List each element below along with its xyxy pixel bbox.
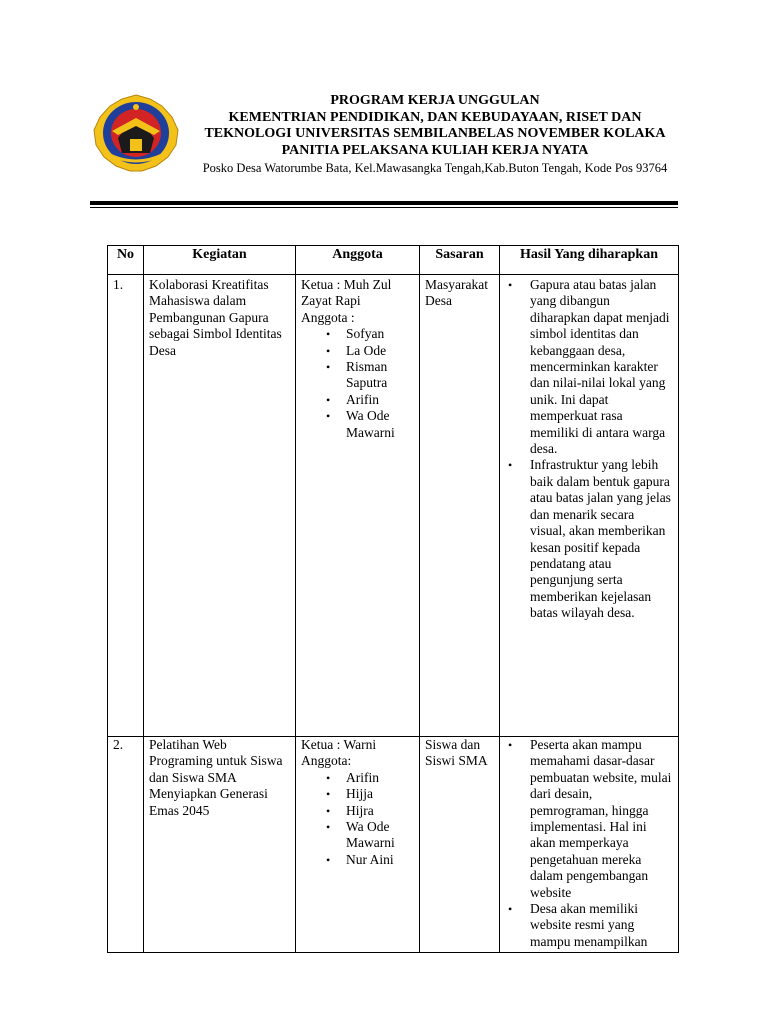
list-item: • Gapura atau batas jalan yang dibangun diharapkan dapat menjadi simbol identitas dan kebanggaan desa, mencerminkan karakter dan nilai-nilai lokal yang unik. Ini dapat memperkuat rasa memiliki di antara warga desa. (530, 277, 673, 457)
table-row (108, 275, 679, 737)
expected-results-cell (500, 275, 679, 737)
header-line-4: PANITIA PELAKSANA KULIAH KERJA NYATA (281, 142, 589, 158)
list-item: • Hijra (346, 803, 414, 819)
column-header-hasil: Hasil Yang diharapkan (500, 246, 679, 275)
list-item: • Hijja (346, 786, 414, 802)
header-address: Posko Desa Watorumbe Bata, Kel.Mawasangka Tengah,Kab.Buton Tengah, Kode Pos 93764 (202, 161, 668, 175)
list-item: • Sofyan (346, 326, 414, 342)
members-label: Anggota: (301, 753, 352, 769)
list-item: • Risman Saputra (346, 359, 414, 392)
member-list (301, 770, 414, 868)
header-divider-thin (90, 207, 678, 208)
list-item: • Peserta akan mampu memahami dasar-dasar pembuatan website, mulai dari desain, pemrograman, hingga implementasi. Hal ini akan memperkaya pengetahuan mereka dalam pengembangan website (530, 737, 673, 901)
members-label: Anggota : (301, 309, 355, 325)
column-header-kegiatan: Kegiatan (144, 246, 296, 275)
table-row (108, 737, 679, 953)
list-item: • Infrastruktur yang lebih baik dalam bentuk gapura atau batas jalan yang jelas dan menarik secara visual, akan memberikan kesan positif kepada pendatang atau pengunjung serta memberikan kejelasan batas wilayah desa. (530, 457, 673, 621)
list-item: • Nur Aini (346, 852, 414, 868)
program-table (107, 245, 679, 953)
row-number: 2. (108, 737, 144, 953)
header-line-2: KEMENTRIAN PENDIDIKAN, DAN KEBUDAYAAN, RISET DAN (228, 109, 642, 125)
letterhead (195, 93, 675, 176)
expected-results-cell (500, 737, 679, 953)
results-list (505, 737, 673, 950)
members-cell (296, 737, 420, 953)
column-header-no: No (108, 246, 144, 275)
leader-text: Ketua : Warni (301, 737, 377, 752)
list-item: • Wa Ode Mawarni (346, 408, 414, 441)
row-number: 1. (108, 275, 144, 737)
members-cell (296, 275, 420, 737)
header-line-1: PROGRAM KERJA UNGGULAN (330, 93, 540, 108)
list-item: • Desa akan memiliki website resmi yang mampu menampilkan (530, 901, 673, 950)
target-cell: Masyarakat Desa (420, 275, 500, 737)
activity-cell: Pelatihan Web Programing untuk Siswa dan Siswa SMA Menyiapkan Generasi Emas 2045 (144, 737, 296, 953)
list-item: • La Ode (346, 343, 414, 359)
list-item: • Arifin (346, 770, 414, 786)
column-header-anggota: Anggota (296, 246, 420, 275)
results-list (505, 277, 673, 622)
column-header-sasaran: Sasaran (420, 246, 500, 275)
list-item: • Wa Ode Mawarni (346, 819, 414, 852)
leader-text: Ketua : Muh Zul Zayat Rapi (301, 277, 392, 309)
header-line-3: TEKNOLOGI UNIVERSITAS SEMBILANBELAS NOVEMBER KOLAKA (204, 126, 666, 141)
table-header-row (108, 246, 679, 275)
member-list (301, 326, 414, 441)
header-divider-thick (90, 201, 678, 205)
target-cell: Siswa dan Siswi SMA (420, 737, 500, 953)
list-item: • Arifin (346, 392, 414, 408)
activity-cell: Kolaborasi Kreatifitas Mahasiswa dalam Pembangunan Gapura sebagai Simbol Identitas Desa (144, 275, 296, 737)
university-emblem-icon (90, 93, 182, 173)
